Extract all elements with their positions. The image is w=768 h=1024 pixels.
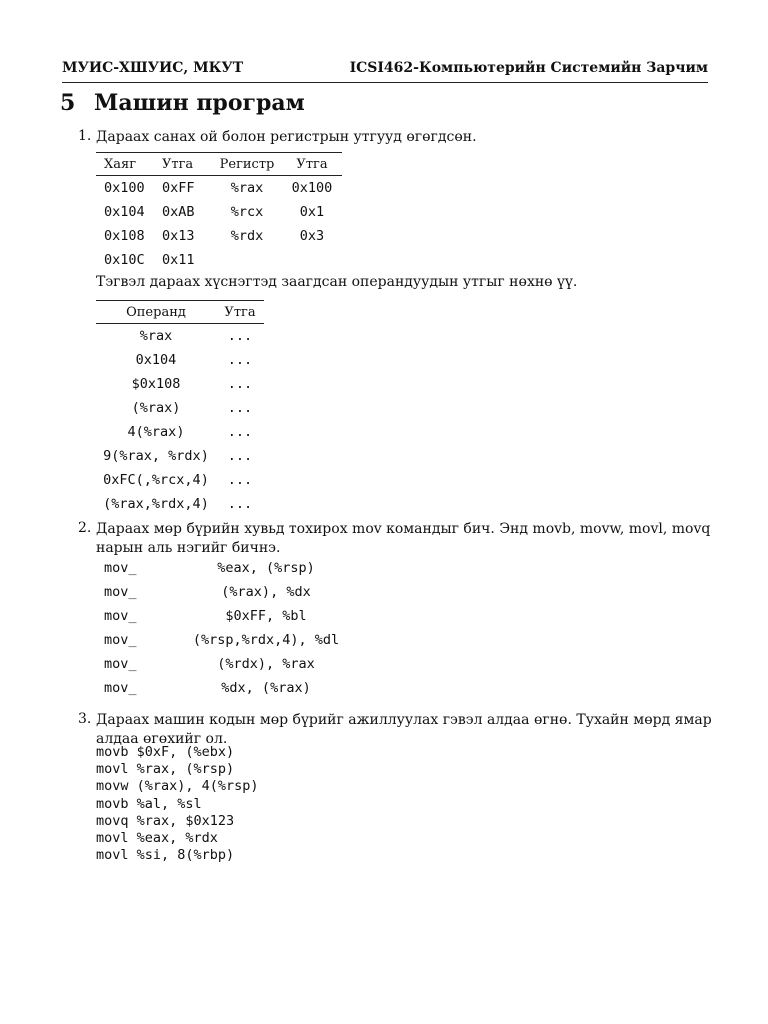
- operand-cell: 9(%rax, %rdx): [103, 448, 209, 464]
- question-1-number: 1.: [78, 128, 92, 144]
- code-line: movb $0xF, (%ebx): [96, 744, 235, 760]
- answer-cell: ...: [227, 496, 253, 512]
- list-item: [104, 632, 424, 656]
- operand-cell: 0xFC(,%rcx,4): [103, 472, 209, 488]
- question-3-text: Дараах машин кодын мөр бүрийг ажиллуулах гэвэл алдаа өгнө. Тухайн мөрд ямар алдаа өгөхийг ол.: [96, 712, 712, 747]
- question-1-instruction: Тэгвэл дараах хүснэгтэд заагдсан операндуудын утгыг нөхнө үү.: [96, 274, 578, 290]
- col-header-reg-value: Утга: [282, 153, 342, 176]
- table-row: [96, 248, 342, 272]
- operand-table: [96, 300, 264, 516]
- answer-cell: ...: [227, 448, 253, 464]
- table-row: [96, 492, 264, 516]
- mov-mnemonic: mov_: [104, 584, 137, 600]
- table-row: [96, 348, 264, 372]
- col-header-operand: Операнд: [96, 301, 216, 324]
- col-header-value: Утга: [162, 153, 212, 176]
- operand-cell: 4(%rax): [127, 424, 185, 440]
- list-item: [104, 560, 424, 584]
- table-cell: %rcx: [230, 204, 264, 220]
- table-row: [96, 444, 264, 468]
- table-cell: 0xAB: [162, 204, 195, 220]
- list-item: [104, 656, 424, 680]
- mov-operands: $0xFF, %bl: [225, 608, 307, 624]
- header-right: ICSI462-Компьютерийн Системийн Зарчим: [349, 60, 708, 76]
- mov-mnemonic: mov_: [104, 560, 137, 576]
- col-header-value: Утга: [216, 301, 264, 324]
- table-cell: 0x100: [104, 180, 145, 196]
- table-row: [96, 468, 264, 492]
- answer-cell: ...: [227, 352, 253, 368]
- answer-cell: ...: [227, 472, 253, 488]
- code-line: movq %rax, $0x123: [96, 812, 235, 829]
- code-line: movl %rax, (%rsp): [96, 761, 235, 778]
- col-header-address: Хаяг: [96, 153, 162, 176]
- page-header: [62, 60, 708, 83]
- mov-operands: (%rsp,%rdx,4), %dl: [192, 632, 340, 648]
- mov-mnemonic: mov_: [104, 608, 137, 624]
- table-row: [96, 372, 264, 396]
- operand-cell: (%rax): [131, 400, 181, 416]
- mov-mnemonic: mov_: [104, 632, 137, 648]
- mov-list: [104, 560, 424, 704]
- operand-cell: (%rax,%rdx,4): [103, 496, 209, 512]
- table-row: [96, 324, 264, 349]
- table-row: [96, 224, 342, 248]
- code-line: movl %eax, %rdx: [96, 830, 218, 847]
- answer-cell: ...: [227, 424, 253, 440]
- table-row: [96, 200, 342, 224]
- table-row: [96, 420, 264, 444]
- mov-mnemonic: mov_: [104, 680, 137, 696]
- mov-operands: %eax, (%rsp): [217, 560, 315, 576]
- question-3-number: 3.: [78, 711, 92, 727]
- answer-cell: ...: [227, 376, 253, 392]
- answer-cell: ...: [227, 400, 253, 416]
- table-cell: %rdx: [230, 228, 264, 244]
- header-left: МУИС-ХШУИС, МКУТ: [62, 60, 244, 76]
- section-number: 5: [60, 90, 76, 116]
- code-listing: [96, 744, 259, 864]
- col-header-register: Регистр: [212, 153, 282, 176]
- list-item: [104, 584, 424, 608]
- table-cell: 0x100: [291, 180, 333, 196]
- table-cell: 0xFF: [162, 180, 195, 196]
- operand-cell: %rax: [139, 328, 173, 344]
- table-cell: 0x11: [162, 252, 195, 268]
- code-line: movb %al, %sl: [96, 795, 202, 812]
- table-row: [96, 176, 342, 201]
- table-row: [96, 396, 264, 420]
- question-2-text: Дараах мөр бүрийн хувьд тохирох mov командыг бич. Энд movb, movw, movl, movq нарын аль нэгийг бичнэ.: [96, 521, 711, 556]
- register-memory-table: [96, 152, 342, 272]
- table-cell: 0x3: [299, 228, 325, 244]
- mov-operands: %dx, (%rax): [221, 680, 311, 696]
- section-heading: [60, 90, 305, 116]
- question-1-text: Дараах санах ой болон регистрын утгууд өгөгдсөн.: [96, 129, 477, 145]
- code-line: movw (%rax), 4(%rsp): [96, 778, 259, 795]
- list-item: [104, 680, 424, 704]
- table-cell: 0x10C: [104, 252, 145, 268]
- question-2-number: 2.: [78, 520, 92, 536]
- operand-cell: 0x104: [135, 352, 177, 368]
- mov-mnemonic: mov_: [104, 656, 137, 672]
- mov-operands: (%rax), %dx: [221, 584, 311, 600]
- table-cell: %rax: [230, 180, 264, 196]
- table-cell: 0x13: [162, 228, 195, 244]
- table-cell: [212, 248, 282, 272]
- code-line: movl %si, 8(%rbp): [96, 847, 235, 864]
- answer-cell: ...: [227, 328, 253, 344]
- table-cell: 0x108: [104, 228, 145, 244]
- table-cell: [282, 248, 342, 272]
- section-title: Машин програм: [94, 90, 305, 116]
- table-cell: 0x1: [299, 204, 325, 220]
- operand-cell: $0x108: [131, 376, 181, 392]
- table-cell: 0x104: [104, 204, 145, 220]
- mov-operands: (%rdx), %rax: [217, 656, 315, 672]
- list-item: [104, 608, 424, 632]
